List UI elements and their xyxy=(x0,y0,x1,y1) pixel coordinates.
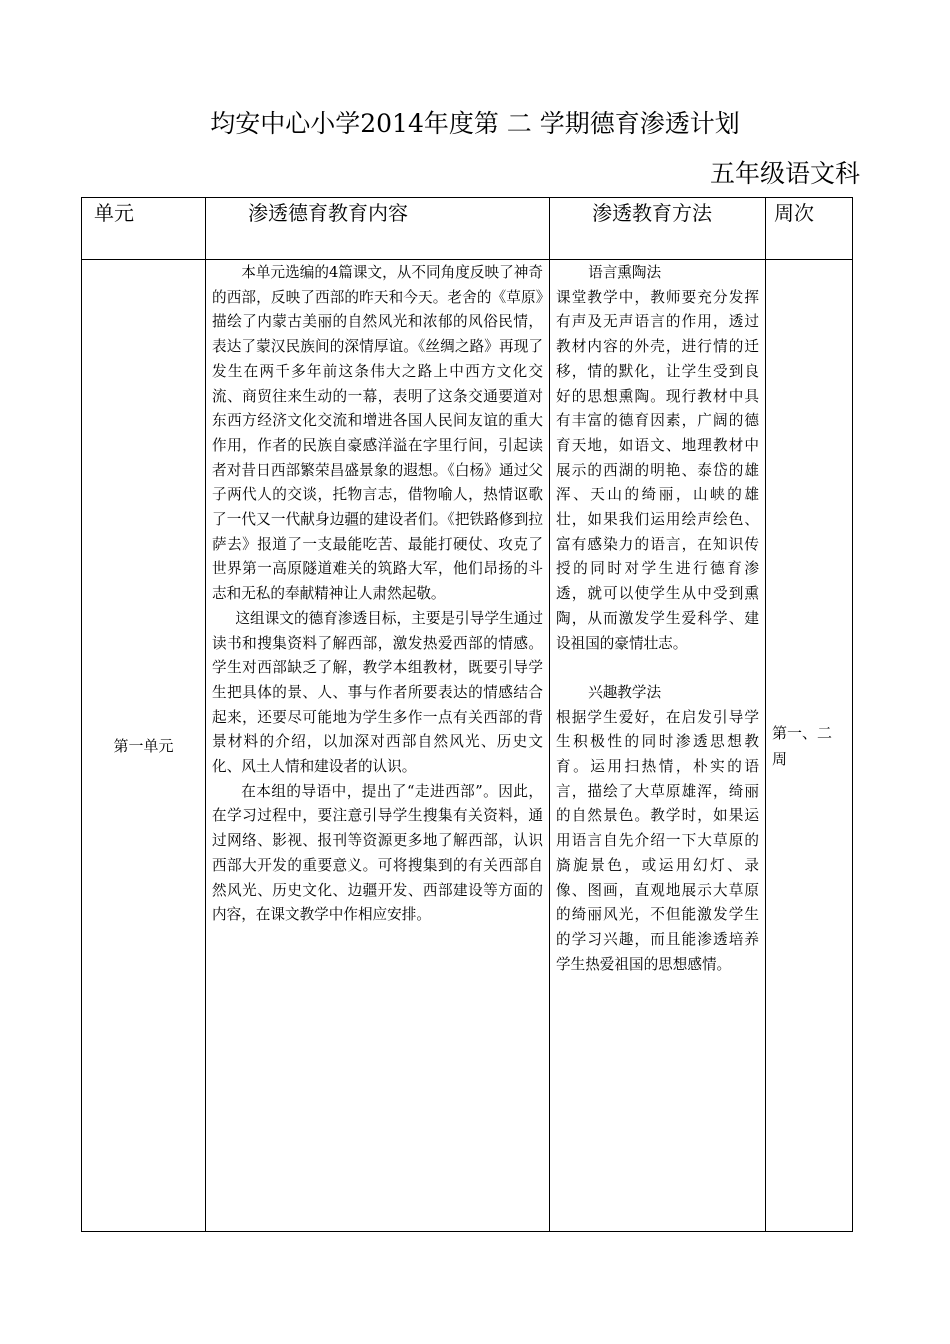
content-paragraph: 本单元选编的4篇课文，从不同角度反映了神奇的西部，反映了西部的昨天和今天。老舍的《草原》描绘了内蒙古美丽的自然风光和浓郁的风俗民情，表达了蒙汉民族间的深情厚谊。《丝绸之路》再现了发生在两千多年前这条伟大之路上中西方文化交流、商贸往来生动的一幕，表明了这条交通要道对东西方经济文化交流和增进各国人民间友谊的重大作用，作者的民族自豪感洋溢在字里行间，引起读者对昔日西部繁荣昌盛景象的遐想。《白杨》通过父子两代人的交谈，托物言志，借物喻人，热情讴歌了一代又一代献身边疆的建设者们。《把铁路修到拉萨去》报道了一支最能吃苦、最能打硬仗、攻克了世界第一高原隧道难关的筑路大军，他们昂扬的斗志和无私的奉献精神让人肃然起敬。 xyxy=(212,264,543,603)
week-cell: 第一、二周 xyxy=(766,260,853,1232)
plan-table xyxy=(81,197,853,1232)
content-cell xyxy=(206,260,550,1232)
document-subtitle: 五年级语文科 xyxy=(709,159,860,188)
header-content: 渗透德育教育内容 xyxy=(206,198,550,260)
content-paragraph: 在本组的导语中，提出了“走进西部”。因此，在学习过程中，要注意引导学生搜集有关资料，通过网络、影视、报刊等资源更多地了解西部，认识西部大开发的重要意义。可将搜集到的有关西部自然风光、历史文化、边疆开发、西部建设等方面的内容，在课文教学中作相应安排。 xyxy=(212,782,543,924)
method-paragraph: 根据学生爱好，在启发引导学生积极性的同时渗透思想教育。运用扫热情，朴实的语言，描绘了大草原雄浑，绮丽的自然景色。教学时，如果运用语言自先介绍一下大草原的旖旎景色，或运用幻灯、录像、图画，直观地展示大草原的绮丽风光，不但能激发学生的学习兴趣，而且能渗透培养学生热爱祖国的思想感情。 xyxy=(556,708,759,973)
content-paragraph: 这组课文的德育渗透目标，主要是引导学生通过读书和搜集资料了解西部，激发热爱西部的情感。学生对西部缺乏了解，教学本组教材，既要引导学生把具体的景、人、事与作者所要表达的情感结合起来，还要尽可能地为学生多作一点有关西部的背景材料的介绍，以加深对西部自然风光、历史文化、风土人情和建设者的认识。 xyxy=(212,609,543,776)
method-cell xyxy=(550,260,766,1232)
table-header-row xyxy=(82,198,853,260)
header-week: 周次 xyxy=(766,198,853,260)
method-heading: 语言熏陶法 xyxy=(588,264,662,281)
table-row xyxy=(82,260,853,1232)
method-heading: 兴趣教学法 xyxy=(588,683,662,701)
spacer xyxy=(556,656,759,681)
document-title: 均安中心小学2014年度第 二 学期德育渗透计划 xyxy=(210,109,740,138)
header-method: 渗透教育方法 xyxy=(550,198,766,260)
method-paragraph: 课堂教学中，教师要充分发挥有声及无声语言的作用，透过教材内容的外壳，进行情的迁移，情的默化，让学生受到良好的思想熏陶。现行教材中具有丰富的德育因素，广阔的德育天地，如语文、地理教材中展示的西湖的明艳、泰岱的雄浑、天山的绮丽，山峡的雄壮，如果我们运用绘声绘色、富有感染力的语言，在知识传授的同时对学生进行德育渗透，就可以使学生从中受到熏陶，从而激发学生爱科学、建设祖国的豪情壮志。 xyxy=(556,288,759,652)
unit-cell: 第一单元 xyxy=(82,260,206,1232)
header-unit: 单元 xyxy=(82,198,206,260)
